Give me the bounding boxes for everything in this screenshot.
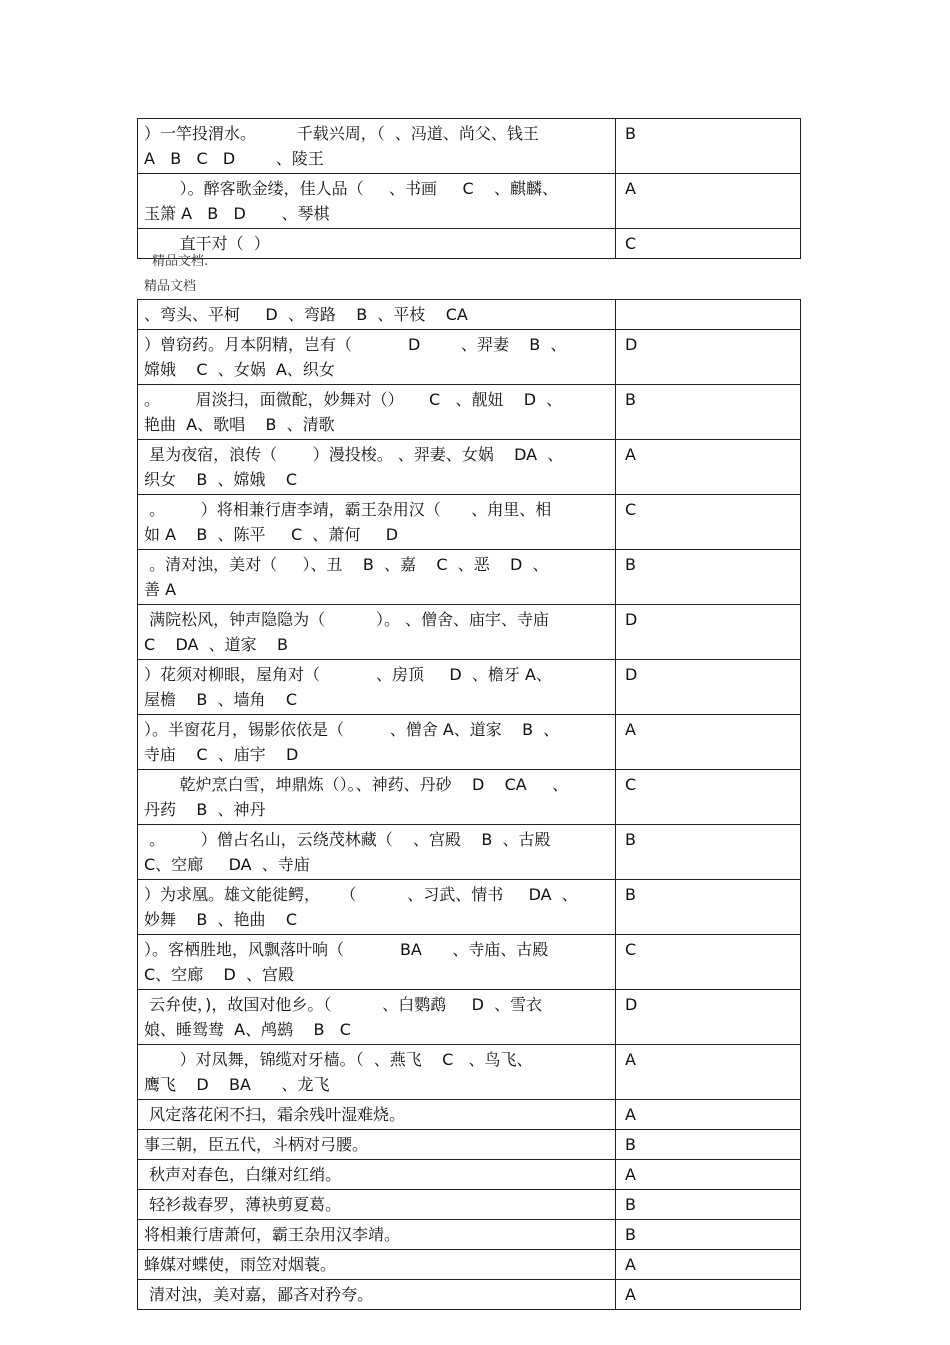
header-note: 精品文档 [144, 279, 197, 294]
answer-cell: D [616, 330, 801, 385]
answer-cell: B [616, 119, 801, 174]
question-cell: ）。半窗花月，锡影依依是（ 、僧舍 A、道家 B 、 寺庙 C 、庙宇 D [138, 715, 616, 770]
question-cell: ）花须对柳眼，屋角对（ 、房顶 D 、檐牙 A、 屋檐 B 、墙角 C [138, 660, 616, 715]
question-cell: 。 ）将相兼行唐李靖，霸王杂用汉（ 、甪里、相 如 A B 、陈平 C 、萧何 D [138, 495, 616, 550]
question-cell: ）曾窃药。月本阴精，岂有（ D 、羿妻 B 、 嫦娥 C 、女娲 A、织女 [138, 330, 616, 385]
question-cell: ）对凤舞，锦缆对牙樯。（ 、燕飞 C 、鸟飞、 鹰飞 D BA 、龙飞 [138, 1045, 616, 1100]
question-cell: 蜂媒对蝶使，雨笠对烟蓑。 [138, 1250, 616, 1280]
table-row [138, 1045, 801, 1100]
question-cell: 。 ）僧占名山，云绕茂林藏（ 、宫殿 B 、古殿 C、空廊 DA 、寺庙 [138, 825, 616, 880]
table-row [138, 770, 801, 825]
question-cell: 轻衫裁春罗，薄袂剪夏葛。 [138, 1190, 616, 1220]
answer-cell: D [616, 605, 801, 660]
table-row [138, 1160, 801, 1190]
table-row [138, 495, 801, 550]
answer-cell: D [616, 990, 801, 1045]
table-row [138, 1250, 801, 1280]
question-cell: ）。醉客歌金缕，佳人品（ 、书画 C 、麒麟、 玉箫 A B D 、琴棋 [138, 174, 616, 229]
answer-cell: B [616, 385, 801, 440]
answer-cell: D [616, 660, 801, 715]
table-row [138, 229, 801, 259]
question-cell: 风定落花闲不扫，霜余残叶湿难烧。 [138, 1100, 616, 1130]
table-row [138, 1100, 801, 1130]
table-row [138, 1220, 801, 1250]
table-row [138, 605, 801, 660]
question-cell: 。 眉淡扫，面微酡，妙舞对（） C 、靓妞 D 、 艳曲 A、歌唱 B 、清歌 [138, 385, 616, 440]
question-table-top [137, 118, 801, 259]
table-row [138, 1280, 801, 1310]
table-row [138, 440, 801, 495]
answer-cell: C [616, 770, 801, 825]
answer-cell: A [616, 1100, 801, 1130]
watermark-note: 精品文档. [152, 254, 209, 269]
question-cell: 秋声对春色，白缣对红绡。 [138, 1160, 616, 1190]
table-row [138, 715, 801, 770]
table-row [138, 174, 801, 229]
table-row [138, 880, 801, 935]
answer-cell: B [616, 825, 801, 880]
table-row [138, 825, 801, 880]
answer-cell: C [616, 935, 801, 990]
question-cell: 云弁使，)，故国对他乡。（ 、白鹦鹉 D 、雪衣 娘、睡鸳鸯 A、鸬鹚 B C [138, 990, 616, 1045]
question-cell: ）为求凰。雄文能徙鳄， （ 、习武、情书 DA 、 妙舞 B 、艳曲 C [138, 880, 616, 935]
question-cell: 、弯头、平柯 D 、弯路 B 、平枝 CA [138, 300, 616, 330]
question-cell: 清对浊，美对嘉，鄙吝对矜夸。 [138, 1280, 616, 1310]
question-table-main [137, 299, 801, 1310]
answer-cell: B [616, 1220, 801, 1250]
question-cell: ）。客栖胜地，风飘落叶响（ BA 、寺庙、古殿 C、空廊 D 、宫殿 [138, 935, 616, 990]
answer-cell: A [616, 440, 801, 495]
table-row [138, 660, 801, 715]
table-row [138, 385, 801, 440]
answer-cell: A [616, 1160, 801, 1190]
answer-cell: C [616, 229, 801, 259]
answer-cell: C [616, 495, 801, 550]
table-row [138, 300, 801, 330]
answer-cell: B [616, 1190, 801, 1220]
answer-cell: A [616, 1280, 801, 1310]
answer-cell: B [616, 550, 801, 605]
question-cell: 星为夜宿，浪传（ ）漫投梭。 、羿妻、女娲 DA 、 织女 B 、嫦娥 C [138, 440, 616, 495]
answer-cell [616, 300, 801, 330]
question-cell: 将相兼行唐萧何，霸王杂用汉李靖。 [138, 1220, 616, 1250]
table-row [138, 1190, 801, 1220]
table-row [138, 550, 801, 605]
answer-cell: B [616, 880, 801, 935]
question-cell: 。清对浊，美对（ ）、丑 B 、嘉 C 、恶 D 、 善 A [138, 550, 616, 605]
table-row [138, 935, 801, 990]
answer-cell: A [616, 174, 801, 229]
question-cell: 乾炉烹白雪，坤鼎炼（）。、神药、丹砂 D CA 、 丹药 B 、神丹 [138, 770, 616, 825]
table-row [138, 119, 801, 174]
question-cell: 事三朝，臣五代，斗柄对弓腰。 [138, 1130, 616, 1160]
table-row [138, 990, 801, 1045]
answer-cell: A [616, 1250, 801, 1280]
table-row [138, 330, 801, 385]
answer-cell: A [616, 1045, 801, 1100]
question-cell: 直干对（ ） [138, 229, 616, 259]
answer-cell: B [616, 1130, 801, 1160]
answer-cell: A [616, 715, 801, 770]
table-row [138, 1130, 801, 1160]
question-cell: 满院松风，钟声隐隐为（ ）。 、僧舍、庙宇、寺庙 C DA 、道家 B [138, 605, 616, 660]
question-cell: ）一竿投渭水。 千载兴周，（ 、冯道、尚父、钱王 A B C D 、陵王 [138, 119, 616, 174]
